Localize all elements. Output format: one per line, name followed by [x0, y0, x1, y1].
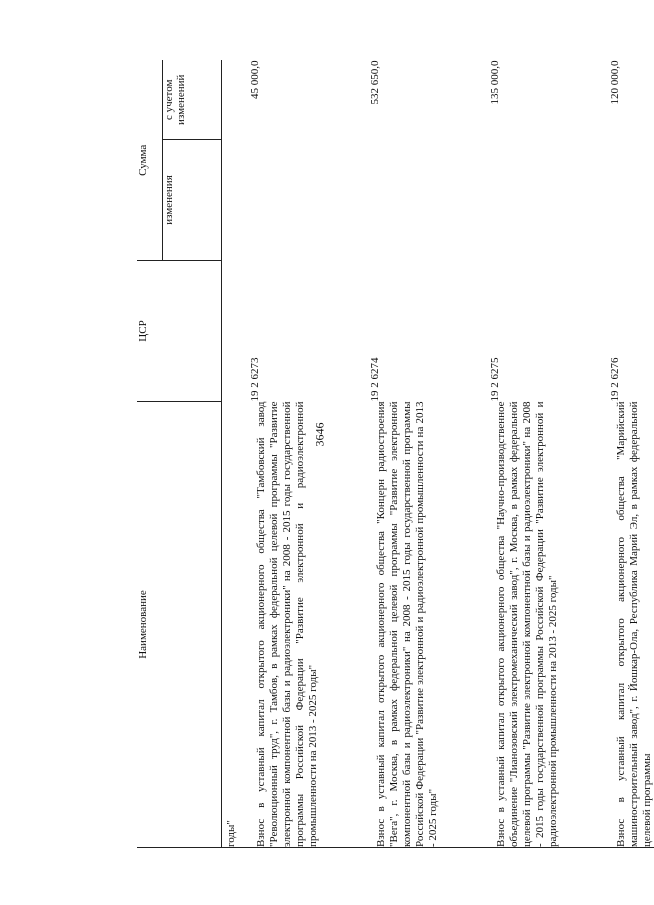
row-name: Взнос в уставный капитал открытого акционерного общества "Концерн радиостроения "Вега", г. Москва, в рамках федеральной целевой программы "Развитие электронной компонентной базы и радиоэлектроники" на 2008 - 2015 годы государственной программы Российской Федерации "Развитие электронной и радиоэлектронной промышленности на 2013 - 2025 годы": [369, 402, 489, 848]
header-changes: изменения: [162, 140, 221, 261]
header-name: Наименование: [137, 402, 221, 848]
row-changes: [249, 140, 369, 261]
rotated-table-container: [137, 60, 653, 848]
row-csr: 19 2 6274: [369, 357, 381, 402]
header-csr: ЦСР: [137, 261, 221, 402]
row-changes: [489, 140, 609, 261]
header-row: [137, 61, 162, 848]
row-name: Взнос в уставный капитал открытого акционерного общества "Научно-производственное объединение "Лианозовский электромеханический завод", г. Москва, в рамках федеральной целевой программы "Развитие электронной компонентной базы и радиоэлектроники" на 2008 - 2015 годы государственной программы Российской Федерации "Развитие электронной и радиоэлектронной промышленности на 2013 - 2025 годы": [489, 402, 609, 848]
table-row: [369, 61, 489, 848]
header-sum: Сумма: [137, 61, 162, 261]
budget-table: [137, 61, 654, 849]
row-csr: 19 2 6276: [609, 357, 621, 402]
header-with-changes: с учетом изменений: [162, 61, 221, 140]
row-name: Взнос в уставный капитал открытого акционерного общества "Марийский машиностроительный завод", г. Йошкар-Ола, Республика Марий Эл, в рамках федеральной целевой программы: [609, 402, 654, 848]
row-with-changes: 532 650,0: [369, 60, 381, 105]
row-csr: 19 2 6273: [249, 357, 261, 402]
row-csr: 19 2 6275: [489, 357, 501, 402]
table-row: [609, 61, 654, 848]
table-row: [249, 61, 369, 848]
row-with-changes: 45 000,0: [249, 60, 261, 99]
row-changes: [609, 140, 654, 261]
row-changes: [369, 140, 489, 261]
table-row: [489, 61, 609, 848]
row-with-changes: 120 000,0: [609, 60, 621, 105]
row-with-changes: 135 000,0: [489, 60, 501, 105]
continuation-text: годы": [221, 402, 249, 848]
table-row: [221, 61, 249, 848]
row-name: Взнос в уставный капитал открытого акционерного общества "Тамбовский завод "Революционный труд", г. Тамбов, в рамках федеральной целевой программы "Развитие электронной компонентной базы и радиоэлектроники" на 2008 - 2015 годы государственной программы Российской Федерации "Развитие электронной и радиоэлектронной промышленности на 2013 - 2025 годы": [249, 402, 369, 848]
page-number: 3646: [312, 422, 327, 447]
